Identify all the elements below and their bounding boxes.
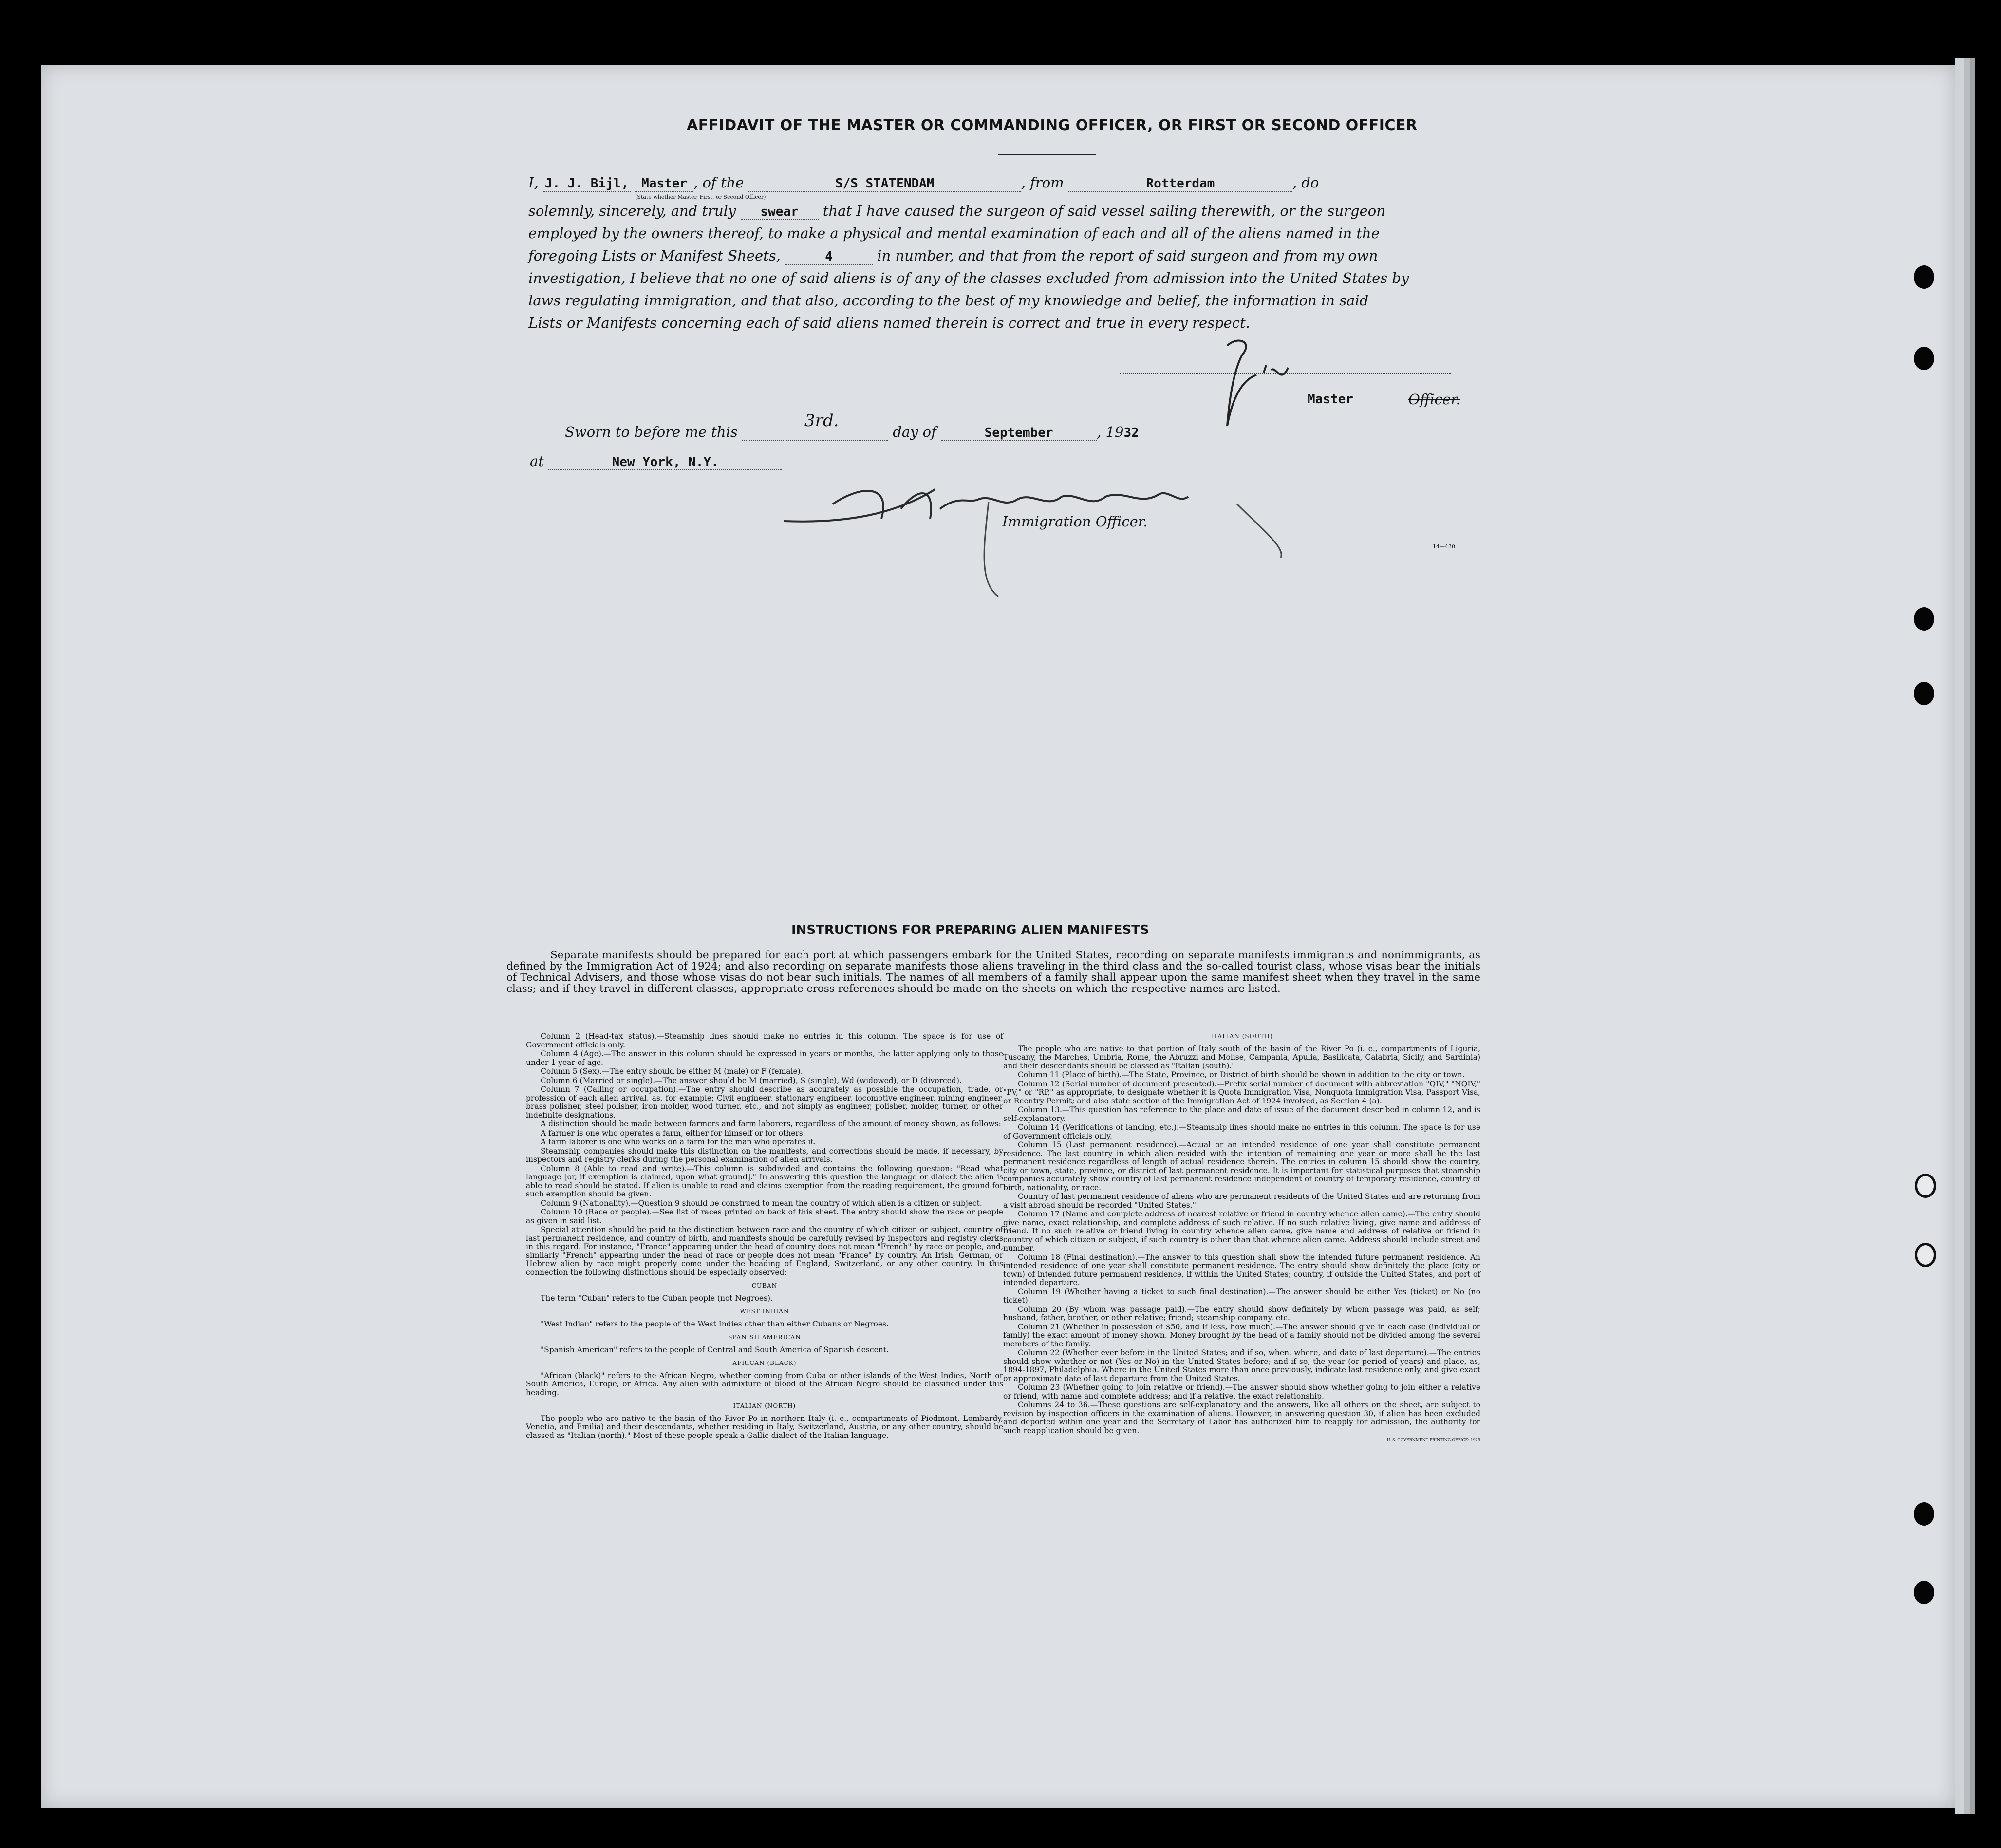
label-of-the: , of the: [693, 174, 744, 191]
instruction-paragraph: "West Indian" refers to the people of the West Indies other than either Cubans or Negroes.: [541, 1319, 889, 1328]
title-rule: [998, 154, 1096, 155]
instruction-paragraph: Column 4 (Age).—The answer in this column should be expressed in years or months, the latter applying only to those under 1 year of age.: [526, 1049, 1003, 1067]
ship-name-field: S/S STATENDAM: [748, 176, 1021, 192]
page-edge: [1955, 58, 1964, 1814]
instruction-paragraph: Column 5 (Sex).—The entry should be either M (male) or F (female).: [541, 1067, 803, 1076]
year-field: 32: [1123, 426, 1139, 440]
instruction-paragraph: Column 13.—This question has reference to the place and date of issue of the document described in column 12, and is self-explanatory.: [1003, 1105, 1480, 1123]
day-field: [742, 411, 888, 441]
label-from: , from: [1021, 174, 1064, 191]
label-at: at: [530, 453, 544, 469]
immigration-officer-label: Immigration Officer.: [1002, 513, 1148, 530]
affidavit-text: that I have caused the surgeon of said vessel sailing therewith, or the surgeon: [823, 203, 1385, 219]
instruction-paragraph: Column 2 (Head-tax status).—Steamship lines should make no entries in this column. The space is for use of Government officials only.: [526, 1032, 1003, 1049]
binder-hole-icon: [1914, 265, 1934, 289]
affidavit-line-4: [528, 247, 1378, 265]
officer-rank-value: Master: [641, 176, 688, 191]
affidavit-line-1: [528, 174, 1319, 200]
sworn-line: [565, 411, 1139, 441]
binder-hole-icon: [1914, 1502, 1934, 1526]
label-year: , 19: [1097, 424, 1124, 440]
section-heading: CUBAN: [751, 1282, 778, 1289]
printer-imprint: U. S. GOVERNMENT PRINTING OFFICE: 1929: [1386, 1438, 1480, 1442]
page-edge: [1970, 58, 1975, 1814]
instruction-paragraph: Columns 24 to 36.—These questions are self-explanatory and the answers, like all others on the sheet, are subject to revision by inspection officers in the examination of aliens. However, in answering question 30, if alien has been excluded and deported within one year and the Secretary of Labor has authorized him to reapply for admission, the authority for such reapplication should be given.: [1003, 1400, 1480, 1435]
affidavit-line-3: employed by the owners thereof, to make a physical and mental examination of each and all of the aliens named in the: [528, 225, 1380, 242]
port-field: Rotterdam: [1068, 176, 1292, 192]
affidavit-text: in number, and that from the report of said surgeon and from my own: [877, 247, 1378, 264]
officer-name-field: J. J. Bijl,: [543, 176, 631, 192]
instruction-paragraph: Column 20 (By whom was passage paid).—The entry should show definitely by whom passage was paid, as self; husband, father, brother, or other relative; friend; steamship company, etc.: [1003, 1305, 1480, 1322]
label-solemnly: solemnly, sincerely, and truly: [528, 203, 736, 219]
affidavit-text: foregoing Lists or Manifest Sheets,: [528, 247, 781, 264]
instruction-paragraph: Column 7 (Calling or occupation).—The entry should describe as accurately as possible the occupation, trade, or profession of each alien arrival, as, for example: Civil engineer, stationary engineer, locomotive engineer, mining engineer, brass polisher, steel polisher, iron molder, wood turner, etc., and not simply as engineer, polisher, molder, turner, or other indefinite designations.: [526, 1085, 1003, 1120]
rank-note: (State whether Master, First, or Second Officer): [635, 194, 766, 200]
label-do: , do: [1292, 174, 1319, 191]
affidavit-line-7: Lists or Manifests concerning each of said aliens named therein is correct and true in every respect.: [528, 315, 1250, 331]
instruction-paragraph: Special attention should be paid to the distinction between race and the country of which citizen or subject, country of last permanent residence, and country of birth, and manifests should be carefully revised by inspectors and registry clerks in this regard. For instance, "France" appearing under the head of country does not mean "French" by race or people, and, similarly "French" appearing under the head of race or people does not mean "France" by country. An Irish, German, or Hebrew alien by race might properly come under the heading of England, Switzerland, or any other country. In this connection the following distinctions should be especially observed:: [526, 1225, 1003, 1277]
immigration-officer-signature: [774, 475, 1300, 611]
section-heading: AFRICAN (BLACK): [732, 1360, 797, 1366]
oath-field: swear: [741, 205, 819, 220]
affidavit-line-2: [528, 203, 1385, 220]
instruction-paragraph: Column 17 (Name and complete address of nearest relative or friend in country whence alien came).—The entry should give name, exact relationship, and complete address of such relative. If no such relative living, give name and address of friend. If no such relative or friend living in country whence alien came, give name and address of relative or friend in country of which citizen or subject, if such country is other than that whence alien came. Address should include street and number.: [1003, 1210, 1480, 1252]
month-field: September: [941, 426, 1097, 441]
instruction-paragraph: Steamship companies should make this distinction on the manifests, and corrections should be made, if necessary, by inspectors and registry clerks during the personal examination of alien arrivals.: [526, 1146, 1003, 1164]
instruction-paragraph: Column 15 (Last permanent residence).—Actual or an intended residence of one year shall constitute permanent residence. The last country in which alien resided with the intention of remaining one year or more shall be the last permanent residence regardless of length of actual residence therein. The entries in column 15 should show the country, city or town, state, province, or district of last permanent residence. It is important for statistical purposes that steamship companies accurately show country of last permanent residence independent of country of temporary residence, country of birth, nationality, or race.: [1003, 1140, 1480, 1192]
signature-line: [1120, 373, 1451, 374]
signer-title: Master: [1308, 392, 1353, 407]
instructions-right-column: [1003, 1032, 1480, 1445]
sheet-count-field: 4: [785, 249, 873, 265]
section-heading: ITALIAN (NORTH): [733, 1402, 796, 1409]
place-field: New York, N.Y.: [548, 455, 782, 470]
affidavit-line-5: investigation, I believe that no one of said aliens is of any of the classes excluded from admission into the United States by: [528, 270, 1409, 286]
instruction-paragraph: Column 10 (Race or people).—See list of races printed on back of this sheet. The entry should show the race or people as given in said list.: [526, 1208, 1003, 1225]
master-signature: [1208, 326, 1300, 433]
instruction-paragraph: Column 14 (Verifications of landing, etc.).—Steamship lines should make no entries in this column. The space is for use of Government officials only.: [1003, 1123, 1480, 1140]
binder-hole-icon: [1914, 682, 1934, 705]
instruction-paragraph: Column 6 (Married or single).—The answer should be M (married), S (single), Wd (widowed), or D (divorced).: [541, 1076, 962, 1085]
binder-hole-icon: [1915, 1174, 1936, 1198]
form-number: 14—430: [1433, 543, 1455, 550]
instruction-paragraph: Column 12 (Serial number of document presented).—Prefix serial number of document with abbreviation "QIV," "NQIV," "PV," or "RP," as appropriate, to designate whether it is Quota Immigration Visa, Nonquota Immigration Visa, Passport Visa, or Reentry Permit; and also state section of the Immigration Act of 1924 involved, as Section 4 (a).: [1003, 1079, 1480, 1105]
instruction-paragraph: "African (black)" refers to the African Negro, whether coming from Cuba or other islands of the West Indies, North or South America, Europe, or Africa. Any alien with admixture of blood of the African Negro should be classified under this heading.: [526, 1371, 1003, 1397]
instruction-paragraph: A farm laborer is one who works on a farm for the man who operates it.: [541, 1138, 816, 1146]
binder-hole-icon: [1914, 1581, 1934, 1604]
binder-hole-icon: [1914, 607, 1934, 631]
section-heading: SPANISH AMERICAN: [728, 1334, 801, 1341]
instruction-paragraph: Column 18 (Final destination).—The answer to this question shall show the intended future permanent residence. An intended residence of one year shall constitute permanent residence. The entry should show definitely the place (city or town) of intended future permanent residence, if within the United States; country, if outside the United States, and port of intended departure.: [1003, 1252, 1480, 1287]
instruction-paragraph: Column 19 (Whether having a ticket to such final destination).—The answer should be either Yes (ticket) or No (no ticket).: [1003, 1287, 1480, 1305]
instructions-title: INSTRUCTIONS FOR PREPARING ALIEN MANIFESTS: [791, 923, 1149, 937]
section-heading: WEST INDIAN: [740, 1308, 789, 1315]
instruction-paragraph: Column 21 (Whether in possession of $50, and if less, how much).—The answer should give in each case (individual or family) the exact amount of money shown. Money brought by the head of a family should not be divided among the several members of the family.: [1003, 1322, 1480, 1348]
instruction-paragraph: Column 9 (Nationality).—Question 9 should be construed to mean the country of which alien is a citizen or subject.: [541, 1198, 982, 1208]
instruction-paragraph: Column 22 (Whether ever before in the United States; and if so, when, where, and date of last departure).—The entries should show whether or not (Yes or No) in the United States before; and if so, the year (or period of years) and place, as, 1894-1897, Philadelphia. Where in the United States more than once previously, indicate last residence only, and give exact or approximate date of last departure from the United States.: [1003, 1348, 1480, 1383]
instruction-paragraph: Column 8 (Able to read and write).—This column is subdivided and contains the following question: "Read what language [or, if exemption is claimed, upon what ground]." In answering this question the language or dialect the alien is able to read should be stated. If alien is unable to read and claims exemption from the reading requirement, the ground for such exemption should be given.: [526, 1164, 1003, 1198]
instructions-intro: Separate manifests should be prepared for each port at which passengers embark for the United States, recording on separate manifests immigrants and nonimmigrants, as defined by the Immigration Act of 1924; and also recording on separate manifests those aliens traveling in the third class and the so-called tourist class, whose visas bear the initials of Technical Advisers, and those whose visas do not bear such initials. The names of all members of a family shall appear upon the same manifest sheet when they travel in the same class; and if they travel in different classes, appropriate cross references should be made on the sheets on which the respective names are listed.: [506, 949, 1480, 995]
instruction-paragraph: A distinction should be made between farmers and farm laborers, regardless of the amount of money shown, as follows:: [541, 1120, 1001, 1128]
page-edge: [1964, 58, 1970, 1814]
label-sworn: Sworn to before me this: [565, 424, 738, 440]
instruction-paragraph: The people who are native to the basin of the River Po in northern Italy (i. e., compartments of Piedmont, Lombardy, Venetia, and Emilia) and their descendants, whether residing in Italy, Switzerland, Austria, or any other country, should be classed as "Italian (north)." Most of these people speak a Gallic dialect of the Italian language.: [526, 1414, 1003, 1440]
place-line: [530, 453, 782, 470]
binder-hole-icon: [1914, 347, 1934, 370]
affidavit-title: AFFIDAVIT OF THE MASTER OR COMMANDING OFFICER, OR FIRST OR SECOND OFFICER: [687, 117, 1418, 134]
instruction-paragraph: The term "Cuban" refers to the Cuban people (not Negroes).: [541, 1293, 773, 1303]
instruction-paragraph: A farmer is one who operates a farm, either for himself or for others.: [541, 1128, 805, 1138]
label-i: I,: [528, 174, 539, 191]
section-heading: ITALIAN (SOUTH): [1211, 1033, 1273, 1040]
day-value: 3rd.: [804, 411, 839, 430]
affidavit-line-6: laws regulating immigration, and that also, according to the best of my knowledge and belief, the information in said: [528, 292, 1369, 309]
instruction-paragraph: The people who are native to that portion of Italy south of the basin of the River Po (i. e., compartments of Liguria, Tuscany, the Marches, Umbria, Rome, the Abruzzi and Molise, Campania, Apulia, Basilicata, Calabria, Sicily, and Sardinia) and their descendants should be classed as "Italian (south).": [1003, 1044, 1480, 1070]
instruction-paragraph: Country of last permanent residence of aliens who are permanent residents of the United States and are returning from a visit abroad should be recorded "United States.": [1003, 1192, 1480, 1210]
instructions-left-column: [526, 1032, 1003, 1440]
instruction-paragraph: "Spanish American" refers to the people of Central and South America of Spanish descent.: [541, 1345, 889, 1354]
binder-hole-icon: [1915, 1243, 1936, 1267]
instruction-paragraph: Column 11 (Place of birth).—The State, Province, or District of birth should be shown in addition to the city or town.: [1018, 1070, 1465, 1079]
label-day-of: day of: [893, 424, 936, 440]
instruction-paragraph: Column 23 (Whether going to join relative or friend).—The answer should show whether going to join either a relative or friend, with name and complete address; and if a relative, the exact relationship.: [1003, 1383, 1480, 1400]
officer-label: Officer.: [1408, 391, 1460, 408]
